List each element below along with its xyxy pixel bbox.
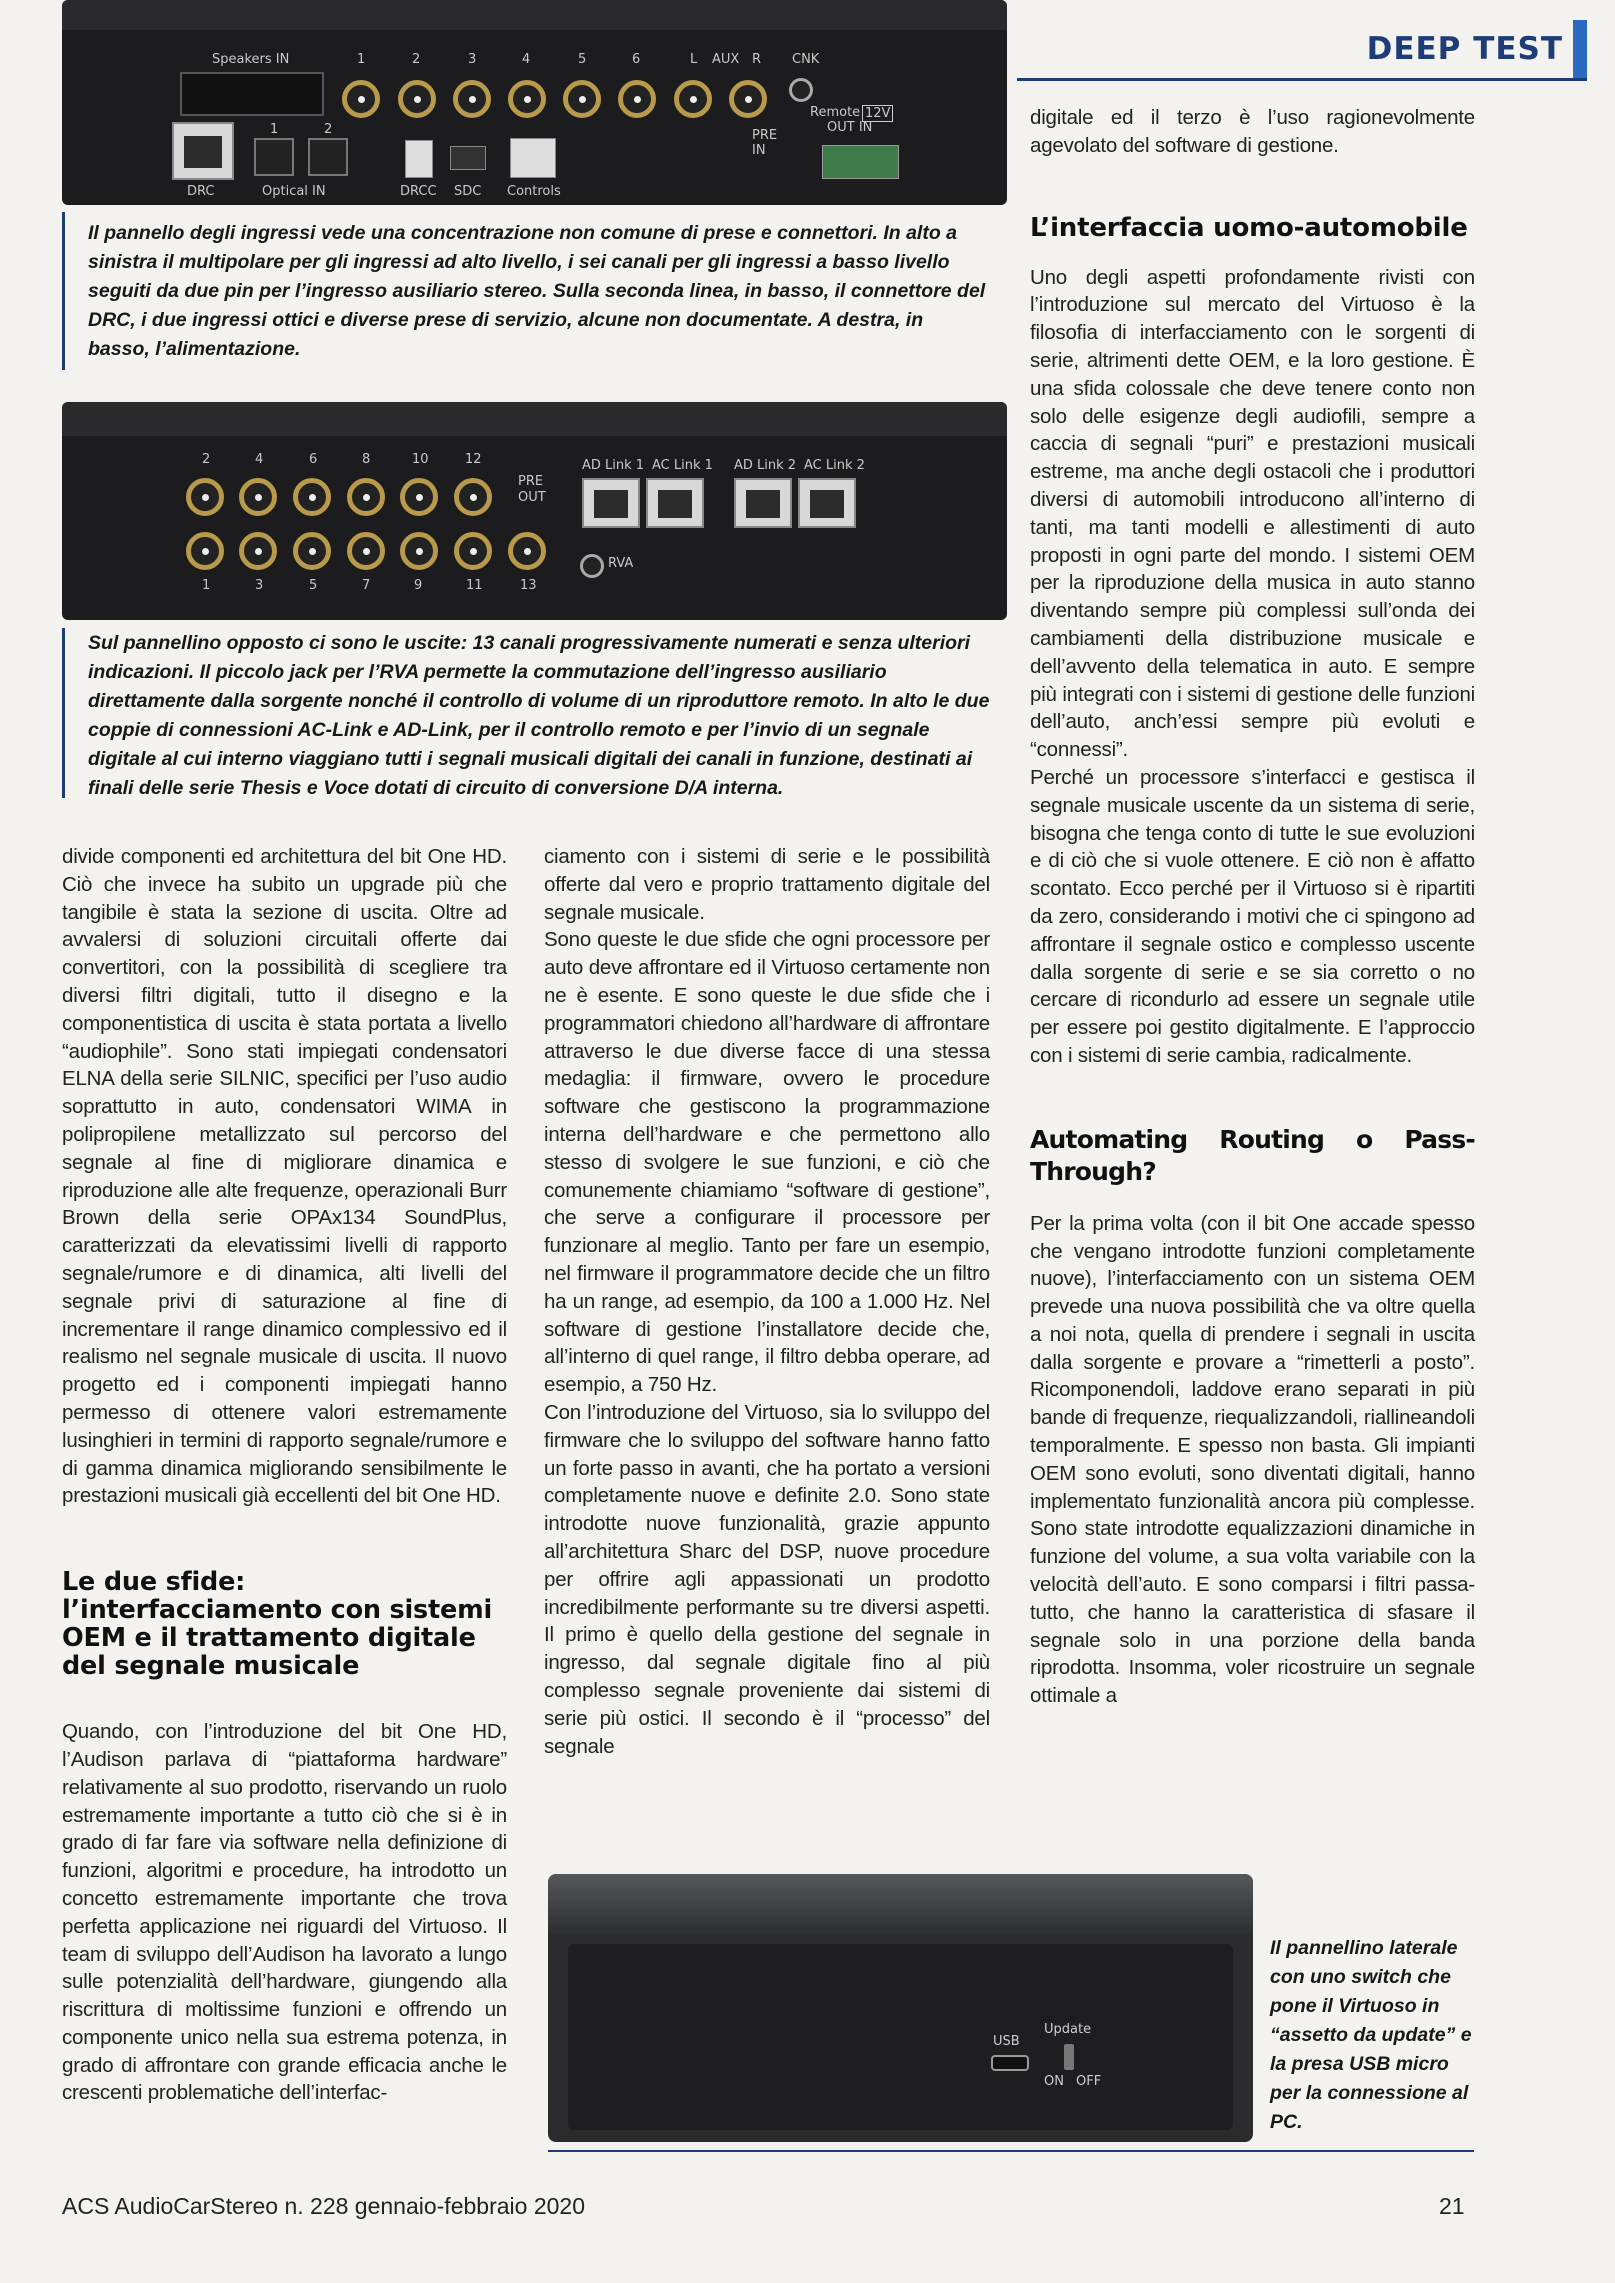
channel-label-1: 1 <box>357 52 366 67</box>
right-column-top <box>1030 104 1475 1710</box>
speakers-in-label: Speakers IN <box>212 52 290 67</box>
paragraph: Con l’introduzione del Virtuoso, sia lo sviluppo del firmware che lo sviluppo del software hanno fatto un forte passo in avanti, che ha portato a versioni completamente nuove e definite 2.0. Sono state introdotte nuove funzionalità, grazie appunto all’architettura Sharc del DSP, nuove procedure per offrire agli appassionati un prodotto incredibilmente performante su tre diversi aspetti. Il primo è quello della gestione del segnale in ingresso, dal segnale digitale fino al più complesso segnale proveniente dai sistemi di serie più ostici. Il secondo è il “processo” del segnale <box>544 1400 990 1758</box>
caption2-bar <box>62 628 65 798</box>
paragraph: Sono queste le due sfide che ogni processore per auto deve affrontare ed il Virtuoso certamente non ne è esente. E sono queste le due sfide che i programmatori chiedono all’hardware di affrontare attraverso le due diverse facce di una stessa medaglia: il firmware, ovvero le procedure software che gestiscono la programmazione interna dell’hardware e che permettono allo stesso di svolgere le sue funzioni, e ciò che comunemente chiamiamo “software di gestione”, che serve a configurare il processore per funzionare al meglio. Tanto per fare un esempio, nel firmware il programmatore decide che un filtro ha un range, ad esempio, da 100 a 1.000 Hz. Nel software di gestione l’installatore decide che, all’interno di quel range, il filtro debba operare, ad esempio, a 750 Hz. <box>544 928 990 1397</box>
middle-column <box>544 843 990 1760</box>
channel-label-5: 5 <box>578 52 587 67</box>
drc-label: DRC <box>187 184 215 199</box>
drcc-connector <box>405 140 433 178</box>
caption-side-panel: Il pannellino laterale con uno switch che pone il Virtuoso in “assetto da update” e la presa USB micro per la connessione al PC. <box>1270 1937 1472 2133</box>
rca-output-11 <box>454 532 492 570</box>
optical-in-label: Optical IN <box>262 184 326 199</box>
paragraph: digitale ed il terzo è l’uso ragionevolmente agevolato del software di gestione. <box>1030 106 1475 157</box>
left-column <box>62 843 507 2107</box>
caption1-bar <box>62 212 65 370</box>
footer-magazine: ACS AudioCarStereo n. 228 gennaio-febbraio 2020 <box>62 2193 585 2219</box>
paragraph: Perché un processore s’interfacci e gestisca il segnale musicale uscente da un sistema di serie, bisogna che tenga conto di tutte le sue evoluzioni e di ciò che si vuole ottenere. E ciò non è affatto scontato. Ecco perché per il Virtuoso si è ripartiti da zero, considerando i motivi che ci spingono ad affrontare il segnale ostico e complesso uscente dalla sorgente di serie e se sia corretto o no cercare di ricondurlo ad essere un segnale utile per essere poi gestito digitalmente. E l’approccio con i sistemi di serie cambia, radicalmente. <box>1030 765 1475 1067</box>
channel-label-2: 2 <box>412 52 421 67</box>
paragraph: Per la prima volta (con il bit One accade spesso che vengano introdotte funzioni completamente nuove), l’interfacciamento con un sistema OEM prevede una nuova possibilità che va oltre quella a noi nota, quella di prendere i segnali in uscita dalla sorgente e provare a “rimetterli a posto”. Ricomponendoli, laddove erano separati in più bande di frequenze, riequalizzandoli, riallineandoli temporalmente. E spesso non basta. Gli impianti OEM sono evoluti, sono diventati digitali, hanno implementato funzionalità ancora più complesse. Sono state introdotte equalizzazioni dinamiche in funzione del volume, a sua volta variabile con la velocità dell’auto. E sono comparsi i filtri passa-tutto, che hanno la caratteristica di sfasare il segnale solo in una porzione della banda riprodotta. Insomma, voler ricostruire un segnale ottimale a <box>1030 1211 1475 1708</box>
optical-2-label: 2 <box>324 122 333 137</box>
optical-1-label: 1 <box>270 122 279 137</box>
aux-l-label: L <box>690 52 698 67</box>
update-switch <box>1064 2044 1074 2070</box>
ad-link1-port <box>582 478 640 528</box>
usb-port <box>991 2055 1029 2071</box>
side-panel-rule <box>548 2150 1474 2152</box>
aux-r-label: R <box>752 52 762 67</box>
rca-output-5 <box>293 532 331 570</box>
out-top-number-8: 8 <box>362 452 371 467</box>
controls-connector <box>510 138 556 178</box>
ac-link1-label: AC Link 1 <box>652 458 713 473</box>
optical-input-2 <box>308 138 348 176</box>
rca-input-2 <box>398 80 436 118</box>
controls-label: Controls <box>507 184 561 199</box>
rca-output-12 <box>454 478 492 516</box>
rva-label: RVA <box>608 556 634 571</box>
page-number: 21 <box>1439 2193 1465 2219</box>
drcc-label: DRCC <box>400 184 437 199</box>
rca-input-1 <box>342 80 380 118</box>
remote-label: Remote <box>810 105 861 120</box>
rca-output-13 <box>508 532 546 570</box>
ad-link1-label: AD Link 1 <box>582 458 645 473</box>
ad-link2-port <box>734 478 792 528</box>
rca-aux-l <box>674 80 712 118</box>
power-terminal <box>822 145 899 179</box>
channel-label-4: 4 <box>522 52 531 67</box>
rca-output-8 <box>347 478 385 516</box>
paragraph: divide componenti ed architettura del bit One HD. Ciò che invece ha subito un upgrade più che tangibile è stata la sezione di uscita. Oltre ad avvalersi di soluzioni circuitali offerte dai convertitori, con la possibilità di scegliere tra diversi filtri digitali, tutto il disegno e la componentistica di uscita è stata portata a livello “audiophile”. Sono stati impiegati condensatori ELNA della serie SILNIC, specifici per l’uso audio soprattutto in auto, condensatori WIMA in polipropilene metallizzato sul percorso del segnale al fine di migliorare dinamica e riproduzione alle alte frequenze, operazionali Burr Brown della serie OPAx134 SoundPlus, caratterizzati da elevatissimi livelli di rapporto segnale/rumore e di dinamica, alti livelli del segnale privi di saturazione al fine di incrementare il range dinamico complessivo ed il realismo nel segnale musicale di uscita. Il nuovo progetto ed i componenti impiegati hanno permesso di ottenere valori estremamente lusinghieri in termini di rapporto segnale/rumore e di gamma dinamica migliorando sensibilmente le prestazioni musicali già eccellenti del bit One HD. <box>62 845 507 1508</box>
caption-input-panel: Il pannello degli ingressi vede una concentrazione non comune di prese e connettori. In alto a sinistra il multipolare per gli ingressi ad alto livello, i sei canali per gli ingressi a basso livello seguiti da due pin per l’ingresso ausiliario stereo. Sulla seconda linea, in basso, il connettore del DRC, i due ingressi ottici e diverse prese di servizio, alcune non documentate. A destra, in basso, l’alimentazione. <box>88 222 986 360</box>
speakers-in-connector <box>180 72 324 116</box>
ac-link2-label: AC Link 2 <box>804 458 865 473</box>
out-bottom-number-11: 11 <box>466 578 483 593</box>
usb-label: USB <box>993 2034 1020 2049</box>
out-bottom-number-5: 5 <box>309 578 318 593</box>
drc-port <box>172 122 234 180</box>
cnk-label: CNK <box>792 52 820 67</box>
rca-output-3 <box>239 532 277 570</box>
rva-jack <box>580 554 604 578</box>
rca-output-4 <box>239 478 277 516</box>
optical-input-1 <box>254 138 294 176</box>
sdc-connector <box>450 146 486 170</box>
header-rule <box>1017 78 1587 81</box>
pre-out-pre-label: PRE <box>518 474 544 489</box>
rca-output-7 <box>347 532 385 570</box>
ad-link2-label: AD Link 2 <box>734 458 797 473</box>
rca-output-2 <box>186 478 224 516</box>
pre-label: PRE <box>752 128 778 143</box>
pre-out-out-label: OUT <box>518 490 546 505</box>
section-title-interfaccia: L’interfaccia uomo-automobile <box>1030 212 1468 243</box>
output-panel-photo <box>62 402 1007 620</box>
rca-output-9 <box>400 532 438 570</box>
out-top-number-2: 2 <box>202 452 211 467</box>
rca-aux-r <box>729 80 767 118</box>
rca-input-6 <box>618 80 656 118</box>
section-tab-bar <box>1573 20 1587 78</box>
caption-output-panel: Sul pannellino opposto ci sono le uscite: 13 canali progressivamente numerati e senza ulteriori indicazioni. Il piccolo jack per l’RVA permette la commutazione dell’ingresso ausiliario direttamente dalla sorgente nonché il controllo di volume di un riproduttore remoto. In alto le due coppie di connessioni AC-Link e AD-Link, per il controllo remoto e per l’invio di un segnale digitale al cui interno viaggiano tutti i segnali musicali digitali dei canali in funzione, destinati ai finali delle serie Thesis e Voce dotati di circuito di conversione D/A interna. <box>88 632 990 799</box>
section-title-routing: Automating Routing o Pass-Through? <box>1030 1124 1475 1186</box>
ac-link1-port <box>646 478 704 528</box>
update-label: Update <box>1044 2022 1092 2037</box>
out-bottom-number-3: 3 <box>255 578 264 593</box>
section-label: DEEP TEST <box>1366 31 1563 67</box>
paragraph: ciamento con i sistemi di serie e le possibilità offerte dal vero e proprio trattamento digitale del segnale musicale. <box>544 845 990 924</box>
ac-link2-port <box>798 478 856 528</box>
rca-output-6 <box>293 478 331 516</box>
switch-off-label: OFF <box>1076 2074 1102 2089</box>
switch-on-label: ON <box>1044 2074 1064 2089</box>
out-bottom-number-1: 1 <box>202 578 211 593</box>
channel-label-3: 3 <box>468 52 477 67</box>
side-panel-photo <box>548 1874 1253 2142</box>
out-bottom-number-7: 7 <box>362 578 371 593</box>
out-top-number-4: 4 <box>255 452 264 467</box>
out-top-number-12: 12 <box>465 452 482 467</box>
rca-output-10 <box>400 478 438 516</box>
rca-input-5 <box>563 80 601 118</box>
rca-output-1 <box>186 532 224 570</box>
out-bottom-number-13: 13 <box>520 578 537 593</box>
paragraph: Uno degli aspetti profondamente rivisti con l’introduzione sul mercato del Virtuoso è la filosofia di interfacciamento con le sorgenti di serie, altrimenti dette OEM, e la loro gestione. È una sfida colossale che deve tenere conto non solo delle esigenze degli audiofili, sempre a caccia di segnali “puri” e prestazioni musicali estreme, ma anche degli ostacoli che i produttori diversi di automobili introducono all’interno di tanti, ma tanti modelli e allestimenti di auto proposti in ogni parte del mondo. I sistemi OEM per la riproduzione della musica in auto stanno diventando sempre più complessi sull’onda dei cambiamenti della distribuzione musicale e dell’avvento della telematica in auto. E sempre più integrati con i sistemi di gestione delle funzioni dell’auto, anch’essi sempre più evoluti e “connessi”. <box>1030 265 1475 762</box>
sdc-label: SDC <box>454 184 482 199</box>
aux-label: AUX <box>712 52 740 67</box>
out-top-number-6: 6 <box>309 452 318 467</box>
rca-input-4 <box>508 80 546 118</box>
paragraph: Quando, con l’introduzione del bit One HD, l’Audison parlava di “piattaforma hardware” relativamente al suo prodotto, riservando un ruolo estremamente importante a tutto ciò che si è in grado di far fare via software nella definizione di funzioni, algoritmi e procedure, ha introdotto un concetto estremamente importante che trova perfetta applicazione nei riguardi del Virtuoso. Il team di sviluppo dell’Audison ha lavorato a lungo sulle potenzialità dell’hardware, giungendo alla riscrittura di moltissime funzioni e offrendo un componente unico nella sua estrema potenza, in grado di affrontare con grande efficacia anche le crescenti problematiche dell’interfac- <box>62 1720 507 2105</box>
cnk-jack <box>789 78 813 102</box>
out-bottom-number-9: 9 <box>414 578 423 593</box>
out-in-label: OUT IN <box>827 120 873 135</box>
in-label: IN <box>752 143 766 158</box>
rca-input-3 <box>453 80 491 118</box>
input-panel-photo <box>62 0 1007 205</box>
out-top-number-10: 10 <box>412 452 429 467</box>
section-header <box>1367 20 1587 78</box>
section-title-sfide: Le due sfide: l’interfacciamento con sistemi OEM e il trattamento digitale del segnale musicale <box>62 1567 493 1682</box>
v12-label: 12V <box>862 105 893 122</box>
channel-label-6: 6 <box>632 52 641 67</box>
